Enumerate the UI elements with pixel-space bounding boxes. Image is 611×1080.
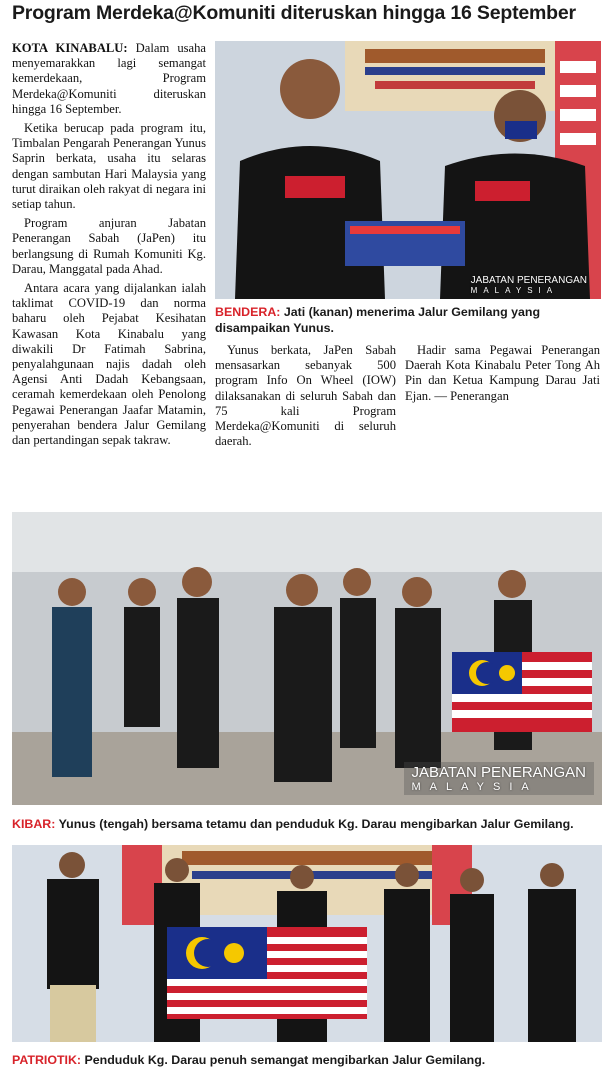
caption-2 bbox=[12, 816, 607, 832]
caption-3-text: Penduduk Kg. Darau penuh semangat mengibarkan Jalur Gemilang. bbox=[81, 1053, 486, 1067]
paragraph-1 bbox=[12, 41, 206, 117]
watermark: JABATAN PENERANGAN MALAYSIA bbox=[470, 275, 587, 295]
caption-1-text: Jati (kanan) menerima Jalur Gemilang yang disampaikan Yunus. bbox=[215, 305, 541, 335]
caption-1-kicker: BENDERA: bbox=[215, 305, 281, 319]
article-column-1 bbox=[12, 41, 206, 448]
caption-3 bbox=[12, 1052, 607, 1068]
watermark: JABATAN PENERANGAN MALAYSIA bbox=[404, 762, 594, 795]
caption-3-kicker: PATRIOTIK: bbox=[12, 1053, 82, 1067]
paragraph-3: Program anjuran Jabatan Penerangan Sabah (JaPen) itu berlangsung di Rumah Komuniti Kg. Darau, Manggatal pada Ahad. bbox=[12, 216, 206, 276]
article-headline: Program Merdeka@Komuniti diteruskan hingga 16 September bbox=[12, 2, 576, 24]
paragraph-2: Ketika berucap pada program itu, Timbalan Pengarah Penerangan Yunus Saprin berkata, usaha itu selaras dengan sambutan Hari Malaysia yang turut diraikan oleh rakyat di negara ini setiap tahun. bbox=[12, 121, 206, 212]
article-column-3 bbox=[405, 343, 600, 408]
paragraph-4: Antara acara yang dijalankan ialah taklimat COVID-19 dan norma baharu oleh Pejabat Kesihatan Kawasan Kota Kinabalu yang diwakili Dr Fatimah Sabrina, penyalahgunaan najis dadah oleh Agensi Anti Dadah Kebangsaan, ceramah kemerdekaan oleh Penolong Pegawai Penerangan Jaafar Matamin, penyerahan bendera Jalur Gemilang dan pertandingan sepak takraw. bbox=[12, 281, 206, 448]
article-column-2 bbox=[215, 343, 396, 453]
photo-flag-handover bbox=[215, 41, 601, 299]
caption-2-kicker: KIBAR: bbox=[12, 817, 56, 831]
photo-group-waving-flags bbox=[12, 512, 602, 805]
paragraph-1-text: Dalam usaha menyemarakkan lagi semangat kemerdekaan, Program Merdeka@Komuniti diteruskan hingga 16 September. bbox=[12, 41, 206, 116]
caption-1 bbox=[215, 304, 601, 336]
dateline: KOTA KINABALU: bbox=[12, 41, 128, 55]
paragraph-6: Hadir sama Pegawai Penerangan Daerah Kota Kinabalu Peter Tong Ah Pin dan Ketua Kampung Darau Jati Ejan. — Penerangan bbox=[405, 343, 600, 403]
photo-group-with-flag bbox=[12, 845, 602, 1042]
caption-2-text: Yunus (tengah) bersama tetamu dan penduduk Kg. Darau mengibarkan Jalur Gemilang. bbox=[55, 817, 574, 831]
paragraph-5: Yunus berkata, JaPen Sabah mensasarkan sebanyak 500 program Info On Wheel (IOW) dilaksanakan di seluruh Sabah dan 75 kali Program Merdeka@Komuniti di seluruh daerah. bbox=[215, 343, 396, 449]
